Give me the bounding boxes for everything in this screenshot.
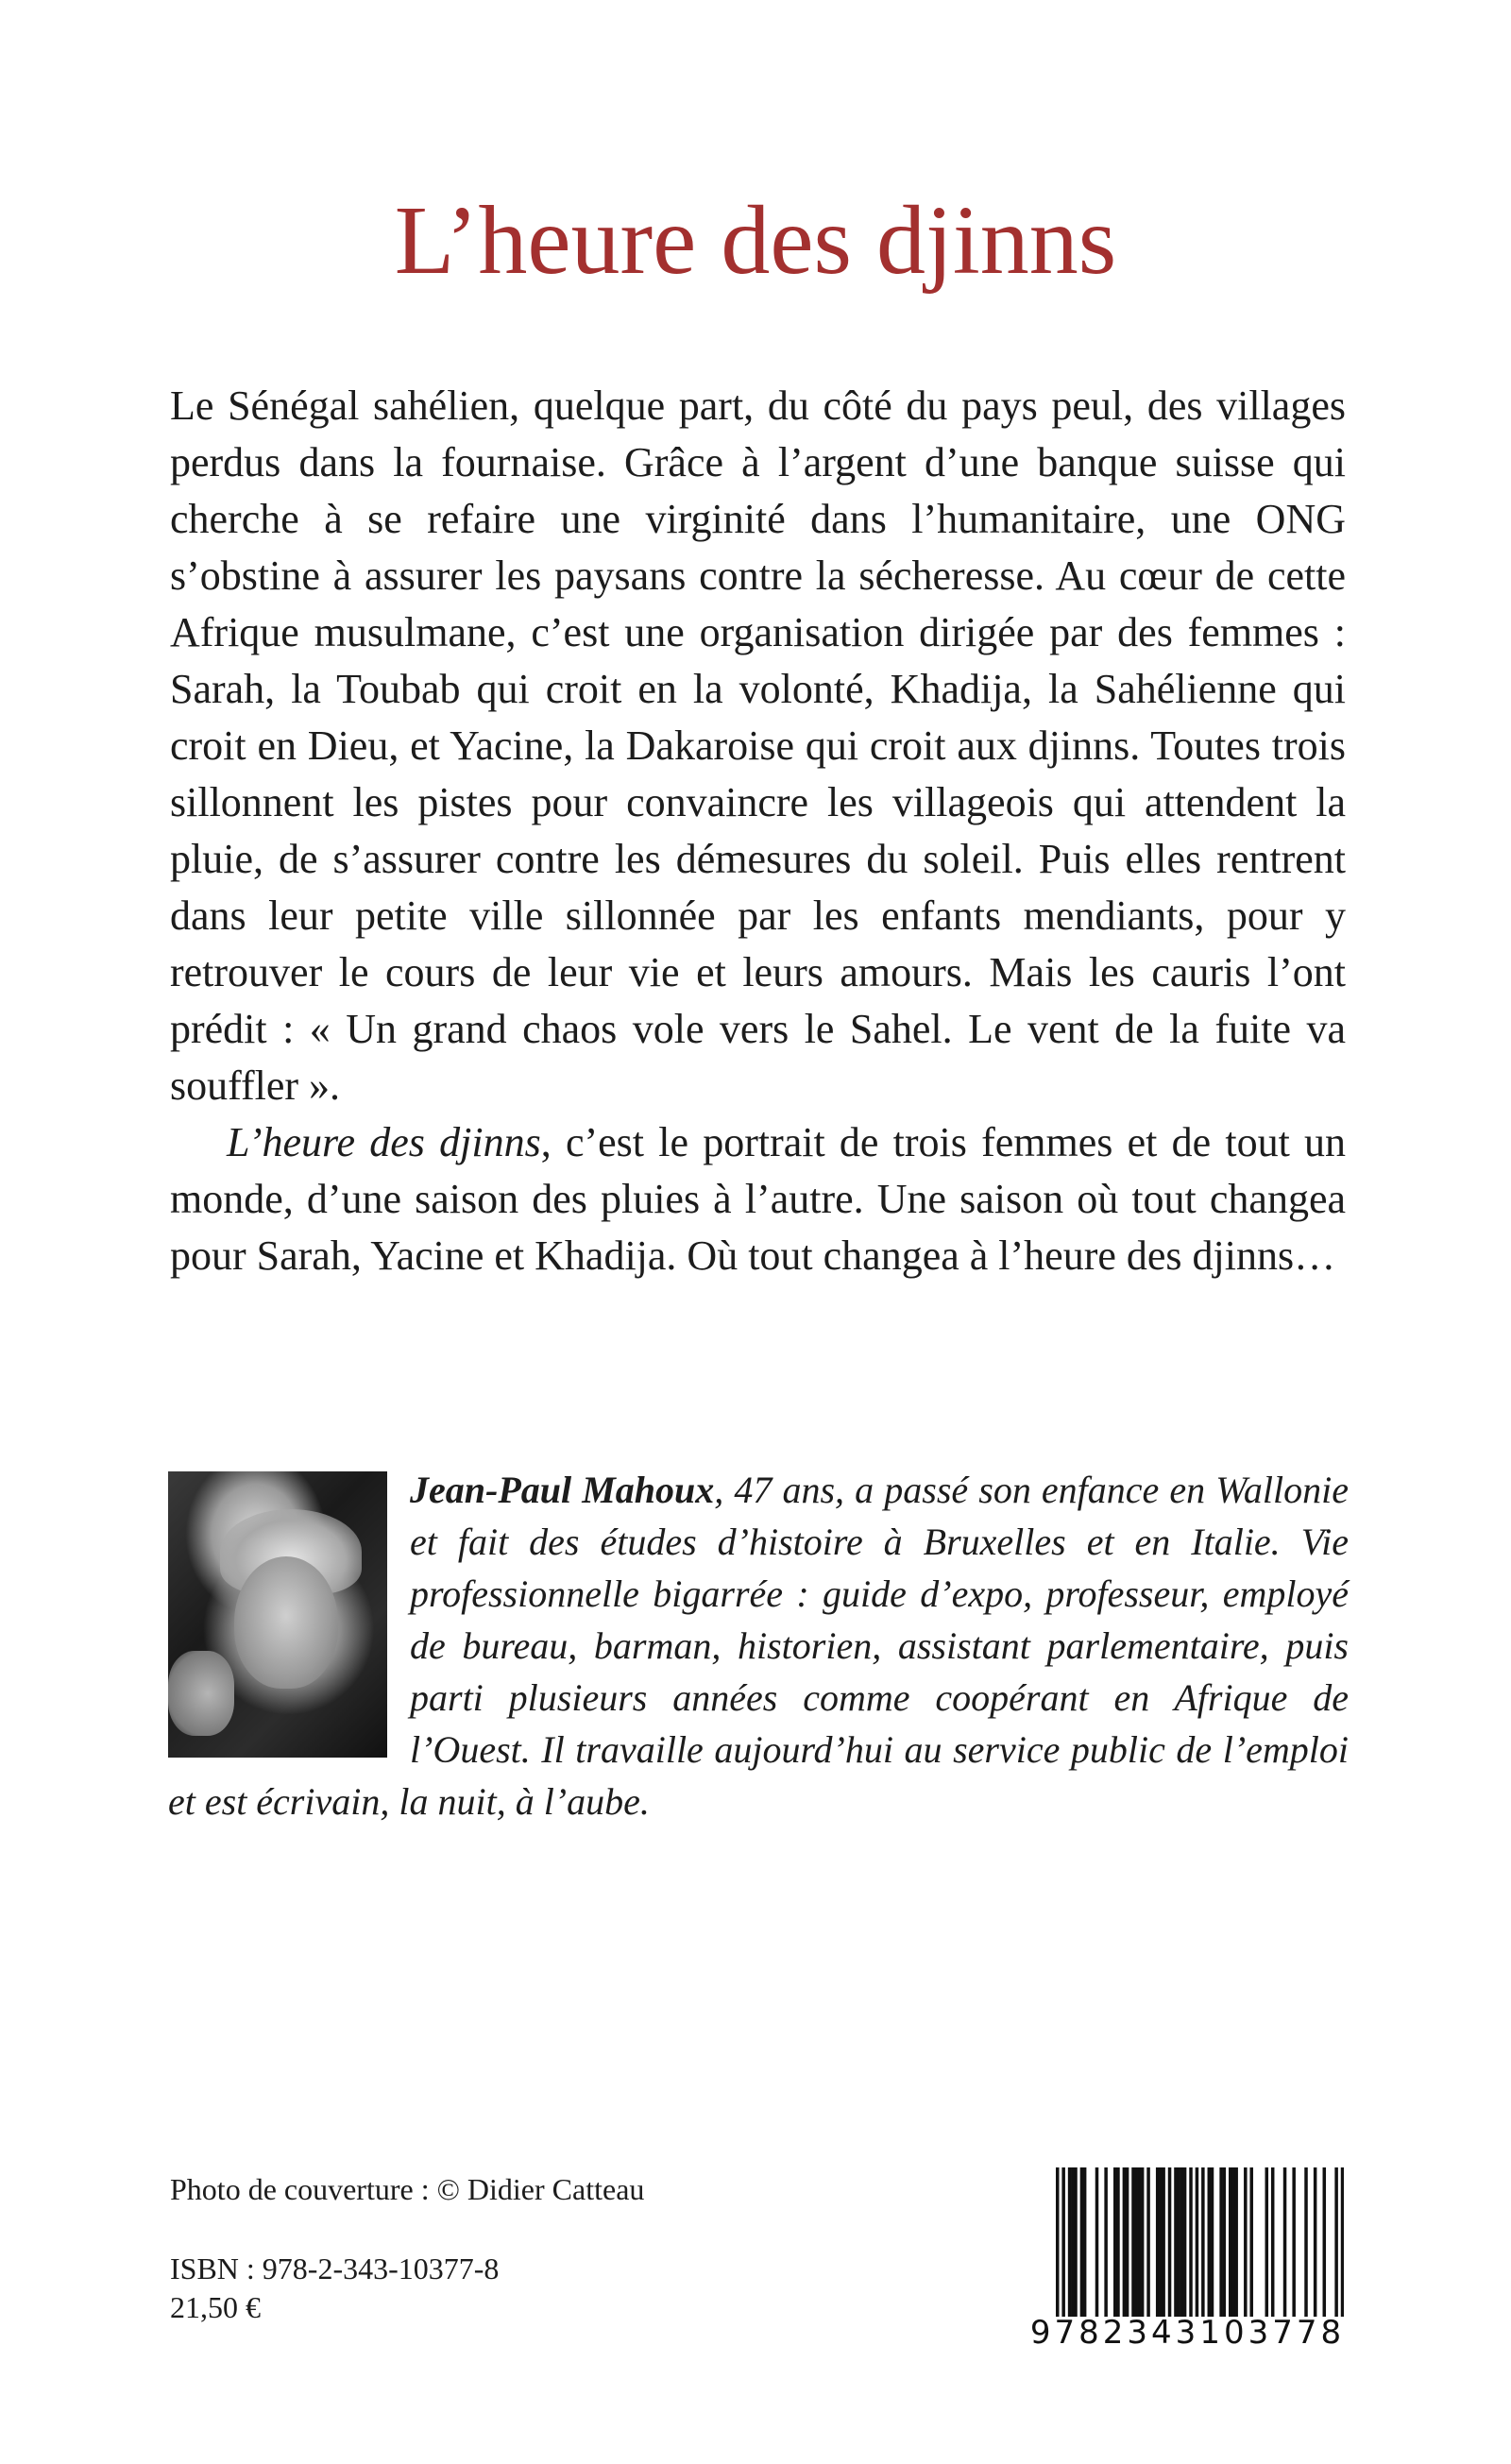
barcode-bar <box>1229 2167 1232 2317</box>
barcode-bar <box>1265 2167 1269 2317</box>
barcode-bar <box>1271 2167 1275 2317</box>
barcode-bar <box>1056 2167 1060 2317</box>
author-photo-face <box>234 1556 338 1689</box>
barcode-bar <box>1141 2167 1145 2317</box>
author-photo-hand <box>168 1651 234 1736</box>
barcode-bar <box>1095 2167 1099 2317</box>
barcode-bar <box>1123 2167 1127 2317</box>
author-bio <box>168 1464 1349 1827</box>
barcode-bar <box>1219 2167 1223 2317</box>
barcode-bar <box>1080 2167 1084 2317</box>
author-photo <box>168 1471 387 1758</box>
barcode-bar <box>1283 2167 1287 2317</box>
book-blurb <box>170 378 1346 1284</box>
isbn: ISBN : 978-2-343-10377-8 <box>170 2252 500 2286</box>
photo-credit: Photo de couverture : © Didier Catteau <box>170 2172 645 2206</box>
barcode-bar <box>1334 2167 1338 2317</box>
blurb-paragraph-1: Le Sénégal sahélien, quelque part, du côté du pays peul, des villages perdus dans la fournaise. Grâce à l’argent d’une banque suisse qui cherche à se refaire une virginité dans l’humanitaire, une ONG s’obstine à assurer les paysans contre la sécheresse. Au cœur de cette Afrique musulmane, c’est une organisation dirigée par des femmes : Sarah, la Toubab qui croit en la volonté, Khadija, la Sahélienne qui croit en Dieu, et Yacine, la Dakaroise qui croit aux djinns. Toutes trois sillonnent les pistes pour convaincre les villageois qui attendent la pluie, de s’assurer contre les démesures du soleil. Puis elles rentrent dans leur petite ville sillonnée par les enfants mendiants, pour y retrouver le cours de leur vie et leurs amours. Mais les cauris l’ont prédit : « Un grand chaos vole vers le Sahel. Le vent de la fuite va souffler ». <box>170 382 1346 1109</box>
barcode-bar <box>1201 2167 1205 2317</box>
barcode-bar <box>1323 2167 1327 2317</box>
barcode <box>1056 2167 1344 2317</box>
barcode-bar <box>1138 2167 1142 2317</box>
barcode-bar <box>1183 2167 1187 2317</box>
barcode-bar <box>1071 2167 1075 2317</box>
barcode-bar <box>1223 2167 1227 2317</box>
barcode-bar <box>1234 2167 1238 2317</box>
barcode-bar <box>1189 2167 1193 2317</box>
blurb-title-reference: L’heure des djinns <box>227 1119 541 1165</box>
barcode-bar <box>1126 2167 1129 2317</box>
barcode-bar <box>1083 2167 1087 2317</box>
barcode-bar <box>1244 2167 1248 2317</box>
barcode-bar <box>1068 2167 1072 2317</box>
barcode-bar <box>1304 2167 1308 2317</box>
barcode-bar <box>1231 2167 1235 2317</box>
barcode-bar <box>1341 2167 1344 2317</box>
barcode-bar <box>1180 2167 1184 2317</box>
barcode-bar <box>1113 2167 1117 2317</box>
barcode-bar <box>1177 2167 1180 2317</box>
barcode-bar <box>1074 2167 1078 2317</box>
barcode-bar <box>1116 2167 1120 2317</box>
barcode-digits: 9782343103778 <box>1029 2314 1346 2352</box>
barcode-bar <box>1196 2167 1199 2317</box>
barcode-bar <box>1162 2167 1165 2317</box>
barcode-bar <box>1314 2167 1317 2317</box>
barcode-bar <box>1134 2167 1138 2317</box>
barcode-bar <box>1104 2167 1108 2317</box>
barcode-bar <box>1061 2167 1065 2317</box>
price: 21,50 € <box>170 2290 261 2324</box>
barcode-bar <box>1146 2167 1150 2317</box>
barcode-bar <box>1131 2167 1135 2317</box>
author-bio-text: , 47 ans, a passé son enfance en Wallonie et fait des études d’histoire à Bruxelles et en Italie. Vie professionnelle bigarrée : guide d’expo, professeur, employé de bureau, barman, historien, assistant parlementaire, puis parti plusieurs années comme coopérant en Afrique de l’Ouest. Il travaille aujourd’hui au service public de l’emploi et est écrivain, la nuit, à l’aube. <box>168 1469 1350 1823</box>
barcode-bar <box>1211 2167 1214 2317</box>
barcode-bar <box>1156 2167 1160 2317</box>
barcode-bar <box>1168 2167 1172 2317</box>
barcode-bar <box>1174 2167 1178 2317</box>
barcode-bar <box>1292 2167 1296 2317</box>
author-name: Jean-Paul Mahoux <box>410 1469 715 1511</box>
book-title: L’heure des djinns <box>394 186 1117 295</box>
blurb-paragraph-2 <box>170 1114 1346 1284</box>
barcode-bar <box>1159 2167 1163 2317</box>
barcode-bar <box>1208 2167 1212 2317</box>
blurb-paragraph-2-text: , c’est le portrait de trois femmes et de tout un monde, d’une saison des pluies à l’autre. Une saison où tout changea pour Sarah, Yacine et Khadija. Où tout changea à l’heure des djinns… <box>170 1119 1347 1279</box>
barcode-bar <box>1249 2167 1253 2317</box>
